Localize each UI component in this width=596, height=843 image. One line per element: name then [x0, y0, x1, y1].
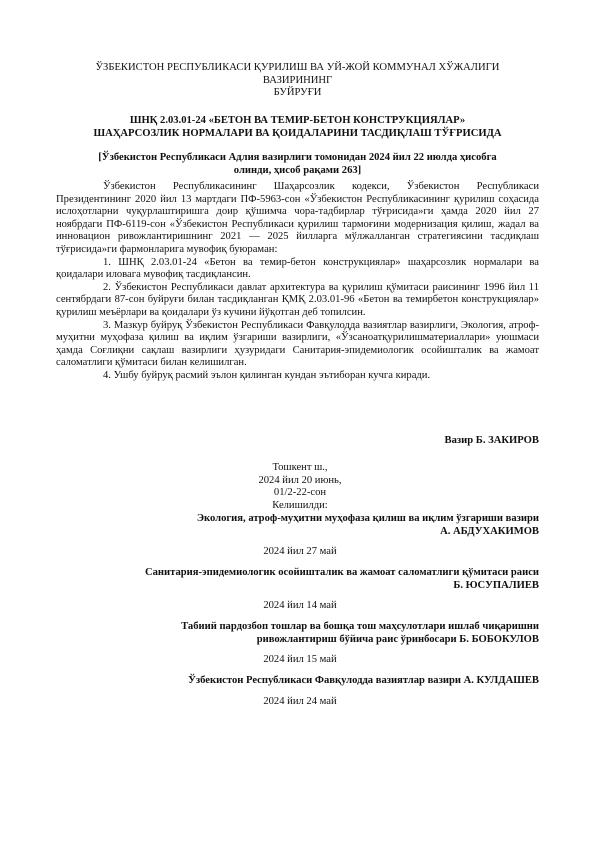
order-body — [56, 181, 539, 383]
preamble-paragraph: Ўзбекистон Республикасининг Шаҳарсозлик кодекси, Ўзбекистон Республикаси Президентининг 2020 йил 13 мартдаги ПФ-5963-сон «Ўзбекистон Республикасининг қурилиш соҳасида ислоҳотларни чуқурлаштиришга доир қўшимча чора-тадбирлар тўғрисида»ги ҳамда 2020 йил 27 ноябрдаги ПФ-6119-сон «Ўзбекистон Республикаси қурилиш тармоғини модернизация қилиш, жадал ва инновацион ривожлантиришнинг 2021 — 2025 йилларга мўлжалланган стратегиясини тасдиқлаш тўғрисида»ги фармонларига мувофиқ буюраман: — [56, 181, 539, 255]
order-item-4: 4. Ушбу буйруқ расмий эълон қилинган кундан эътиборан кучга киради. — [103, 369, 431, 381]
minister-signature: Вазир Б. ЗАКИРОВ — [444, 435, 539, 446]
document-title — [56, 115, 539, 140]
registration-note — [56, 152, 539, 177]
order-date: 2024 йил 20 июнь, — [258, 474, 342, 486]
registration-line-1: [Ўзбекистон Республикаси Адлия вазирлиги томонидан 2024 йил 22 июлда ҳисобга — [98, 152, 497, 163]
approval-3 — [56, 621, 539, 646]
approval-4 — [56, 675, 539, 688]
approval-1 — [56, 513, 539, 538]
order-item-2: 2. Ўзбекистон Республикаси давлат архитектура ва қурилиш қўмитаси раисининг 1996 йил 11 сентябрдаги 87-сон буйруғи билан тасдиқланган ҚМҚ 2.03.01-96 «Бетон ва темирбетон конструкциялар» қурилиш меъёрлари ва қоидалари ўз кучини йўқотган деб топилсин. — [56, 281, 539, 318]
order-number: 01/2-22-сон — [273, 487, 327, 499]
approval-2-line-1: Санитария-эпидемиологик осойишталик ва жамоат саломатлиги қўмитаси раиси — [144, 567, 539, 578]
approval-1-date: 2024 йил 27 май — [263, 546, 337, 557]
place-and-date — [180, 462, 420, 512]
approval-2-line-2: Б. ЮСУПАЛИЕВ — [453, 579, 539, 591]
title-line-1: ШНҚ 2.03.01-24 «БЕТОН ВА ТЕМИР-БЕТОН КОНСТРУКЦИЯЛАР» — [129, 115, 466, 126]
approval-3-line-2: ривожлантириш бўйича раис ўринбосари Б. БОБОКУЛОВ — [256, 633, 539, 645]
approval-3-date: 2024 йил 15 май — [263, 654, 337, 665]
approval-1-line-1: Экология, атроф-муҳитни муҳофаза қилиш ва иқлим ўзгариши вазири — [196, 513, 539, 524]
approval-2 — [56, 567, 539, 592]
ministry-header — [56, 62, 539, 100]
header-line-2: ВАЗИРИНИНГ — [262, 74, 333, 86]
header-line-3: БУЙРУҒИ — [273, 87, 322, 99]
registration-line-2: олинди, ҳисоб рақами 263] — [233, 164, 362, 176]
approval-3-line-1: Табиий пардозбоп тошлар ва бошқа тош маҳсулотлари ишлаб чиқаришни — [181, 621, 539, 632]
agreed-label: Келишилди: — [272, 499, 328, 511]
approval-4-date: 2024 йил 24 май — [263, 696, 337, 707]
approval-4-line-1: Ўзбекистон Республикаси Фавқулодда вазиятлар вазири А. КУЛДАШЕВ — [188, 675, 539, 686]
approval-1-line-2: А. АБДУХАКИМОВ — [440, 525, 539, 537]
header-line-1: ЎЗБЕКИСТОН РЕСПУБЛИКАСИ ҚУРИЛИШ ВА УЙ-ЖОЙ КОММУНАЛ ХЎЖАЛИГИ — [95, 62, 500, 73]
approval-2-date: 2024 йил 14 май — [263, 600, 337, 611]
city-line: Тошкент ш., — [272, 462, 328, 473]
title-line-2: ШАҲАРСОЗЛИК НОРМАЛАРИ ВА ҚОИДАЛАРИНИ ТАСДИҚЛАШ ТЎҒРИСИДА — [93, 127, 502, 139]
order-item-1: 1. ШНҚ 2.03.01-24 «Бетон ва темир-бетон конструкциялар» шаҳарсозлик нормалари ва қоидалари иловага мувофиқ тасдиқлансин. — [56, 256, 539, 281]
order-item-3: 3. Мазкур буйруқ Ўзбекистон Республикаси Фавқулодда вазиятлар вазирлиги, Экология, атроф-муҳитни муҳофаза қилиш ва иқлим ўзгариши вазирлиги, «Ўзсаноатқурилишматериаллари» уюшмаси ҳамда Соғлиқни сақлаш вазирлиги ҳузуридаги Санитария-эпидемиологик осойишталик ва жамоат саломатлиги қўмитаси билан келишилган. — [56, 319, 539, 369]
